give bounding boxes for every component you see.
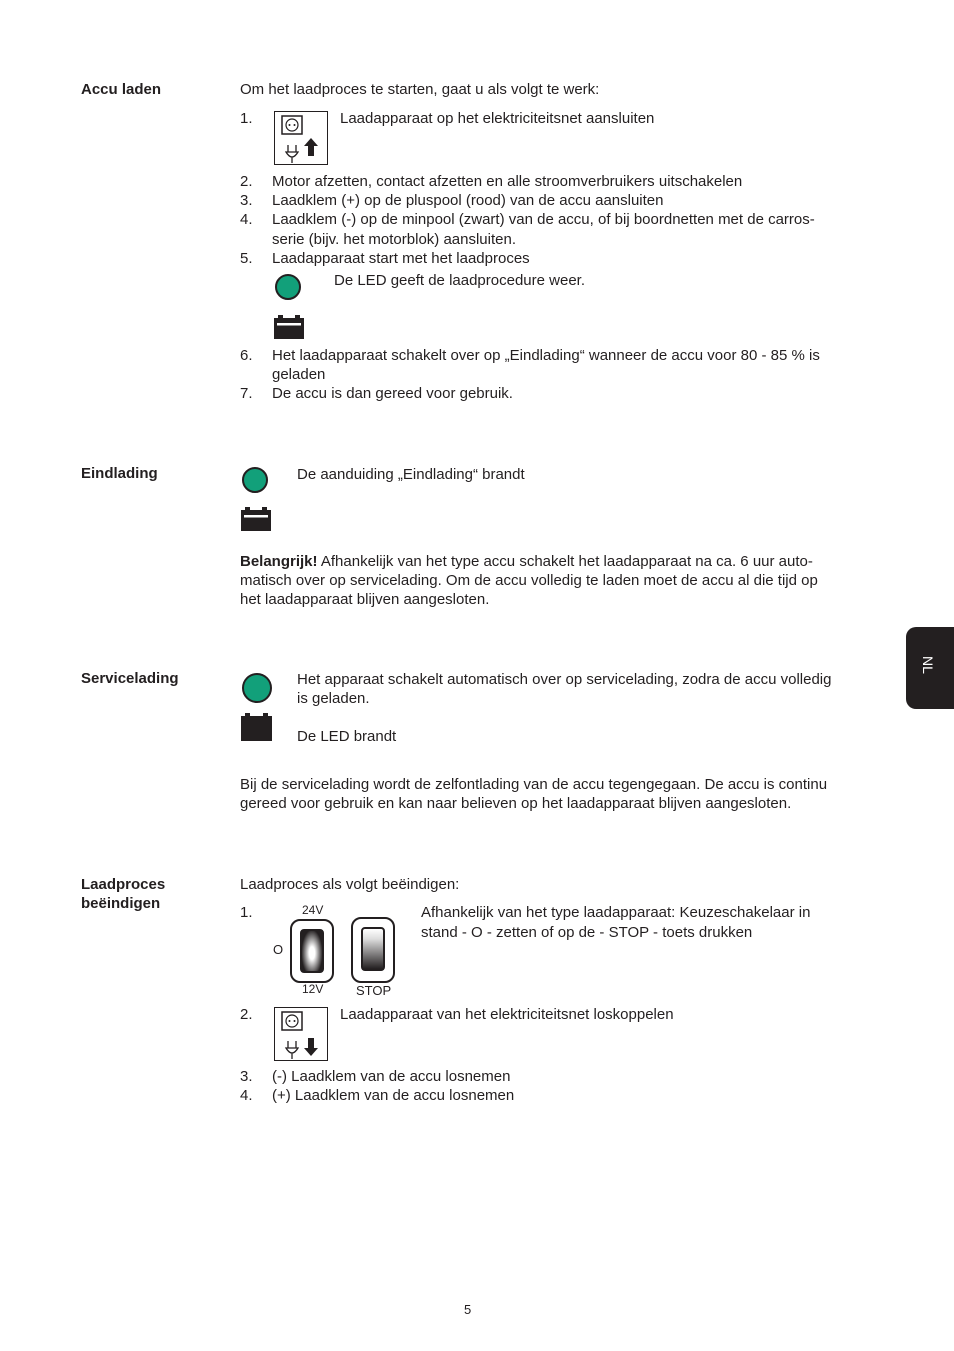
step-2-text: Motor afzetten, contact afzetten en alle stroomverbruikers uitschakelen bbox=[272, 173, 743, 190]
battery-icon bbox=[274, 315, 304, 337]
heading-line-1: Laadproces bbox=[81, 876, 166, 893]
battery-icon bbox=[241, 713, 271, 735]
step-5-text: Laadapparaat start met het laadproces bbox=[272, 250, 530, 267]
switch-label-12v: 12V bbox=[302, 982, 324, 996]
important-line-2: matisch over op servicelading. Om de accu volledig te laden moet de accu al die tijd op bbox=[240, 572, 818, 589]
step-6-line-1: Het laadapparaat schakelt over op „Eindlading“ wanneer de accu voor 80 - 85 % is bbox=[272, 347, 820, 364]
led-icon bbox=[242, 673, 272, 703]
step-6-line-2: geladen bbox=[272, 366, 326, 383]
led-icon bbox=[275, 274, 301, 300]
step-3-text: (-) Laadklem van de accu losnemen bbox=[272, 1068, 511, 1085]
switch-label-24v: 24V bbox=[302, 903, 324, 917]
step-1-text: Laadapparaat op het elektriciteitsnet aansluiten bbox=[340, 110, 655, 127]
language-tab bbox=[906, 627, 954, 709]
step-number: 4. bbox=[240, 1087, 253, 1104]
plug-out-icon bbox=[274, 1007, 328, 1061]
servicelading-note-line-2: is geladen. bbox=[297, 690, 370, 707]
language-tab-label: NL bbox=[919, 656, 936, 674]
step-4-line-1: Laadklem (-) op de minpool (zwart) van de accu, of bij boordnetten met de carros- bbox=[272, 211, 815, 228]
step-1-line-1: Afhankelijk van het type laadapparaat: Keuzeschakelaar in bbox=[421, 904, 811, 921]
servicelading-led-note: De LED brandt bbox=[297, 728, 397, 745]
selector-switch-icon bbox=[290, 919, 334, 983]
page-number: 5 bbox=[464, 1302, 472, 1317]
section-heading-laadproces-beeindigen bbox=[81, 875, 165, 913]
servicelading-note-line-1: Het apparaat schakelt automatisch over op servicelading, zodra de accu volledig bbox=[297, 671, 832, 688]
led-icon bbox=[242, 467, 268, 493]
important-note bbox=[240, 552, 880, 609]
step-number: 2. bbox=[240, 173, 253, 190]
laadproces-intro: Laadproces als volgt beëindigen: bbox=[240, 876, 460, 893]
servicelading-para-line-1: Bij de servicelading wordt de zelfontlading van de accu tegengegaan. De accu is continu bbox=[240, 776, 828, 793]
step-number: 3. bbox=[240, 1068, 253, 1085]
section-heading-servicelading: Servicelading bbox=[81, 670, 179, 687]
important-line-1: Afhankelijk van het type accu schakelt het laadapparaat na ca. 6 uur auto- bbox=[317, 553, 813, 570]
stop-label: STOP bbox=[356, 983, 392, 998]
step-1-line-2: stand - O - zetten of op de - STOP - toets drukken bbox=[421, 924, 753, 941]
section-heading-eindlading: Eindlading bbox=[81, 465, 158, 482]
step-number: 1. bbox=[240, 904, 253, 921]
step-4-line-2: serie (bijv. het motorblok) aansluiten. bbox=[272, 231, 516, 248]
led-note: De LED geeft de laadprocedure weer. bbox=[334, 272, 585, 289]
step-number: 6. bbox=[240, 347, 253, 364]
step-3-text: Laadklem (+) op de pluspool (rood) van de accu aansluiten bbox=[272, 192, 664, 209]
servicelading-para-line-2: gereed voor gebruik en kan naar believen op het laadapparaat blijven aangesloten. bbox=[240, 795, 792, 812]
battery-icon bbox=[241, 507, 271, 529]
stop-button-icon bbox=[351, 917, 395, 983]
important-line-3: het laadapparaat blijven aangesloten. bbox=[240, 591, 490, 608]
step-number: 4. bbox=[240, 211, 253, 228]
step-number: 2. bbox=[240, 1006, 253, 1023]
step-7-text: De accu is dan gereed voor gebruik. bbox=[272, 385, 513, 402]
accu-laden-intro: Om het laadproces te starten, gaat u als volgt te werk: bbox=[240, 81, 600, 98]
step-2-text: Laadapparaat van het elektriciteitsnet loskoppelen bbox=[340, 1006, 674, 1023]
step-number: 5. bbox=[240, 250, 253, 267]
switch-label-o: O bbox=[273, 942, 284, 957]
step-number: 3. bbox=[240, 192, 253, 209]
step-number: 1. bbox=[240, 110, 253, 127]
section-heading-accu-laden: Accu laden bbox=[81, 81, 162, 98]
eindlading-led-note: De aanduiding „Eindlading“ brandt bbox=[297, 466, 525, 483]
important-label: Belangrijk! bbox=[240, 553, 318, 570]
step-number: 7. bbox=[240, 385, 253, 402]
plug-in-icon bbox=[274, 111, 328, 165]
heading-line-2: beëindigen bbox=[81, 895, 161, 912]
step-4-text: (+) Laadklem van de accu losnemen bbox=[272, 1087, 515, 1104]
